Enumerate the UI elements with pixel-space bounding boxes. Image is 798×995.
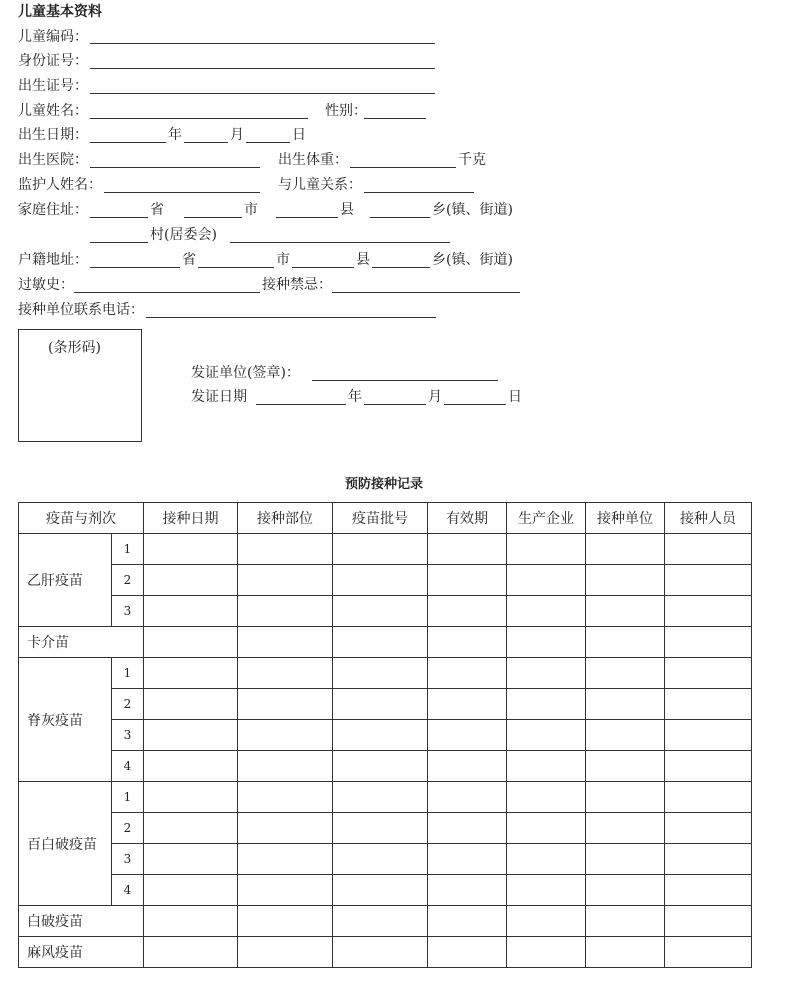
issue-unit-field[interactable] — [312, 380, 498, 381]
phone-field[interactable] — [146, 317, 436, 318]
table-row — [19, 720, 752, 751]
record-cell[interactable] — [428, 937, 507, 968]
city-label: 市 — [244, 202, 258, 218]
vaccine-name: 乙肝疫苗 — [19, 534, 112, 627]
phone-label: 接种单位联系电话： — [18, 302, 144, 318]
id-card-field[interactable] — [90, 68, 435, 69]
record-cell[interactable] — [333, 534, 428, 565]
home-city-field[interactable] — [184, 217, 242, 218]
home-label: 家庭住址： — [18, 202, 88, 218]
record-cell[interactable] — [428, 658, 507, 689]
table-row — [19, 751, 752, 782]
dose-number: 2 — [112, 689, 144, 720]
table-row — [19, 627, 752, 658]
record-cell[interactable] — [428, 782, 507, 813]
record-cell[interactable] — [238, 720, 333, 751]
record-cell[interactable] — [507, 565, 586, 596]
birth-weight-label: 出生体重： — [278, 152, 348, 168]
record-cell[interactable] — [507, 689, 586, 720]
record-cell[interactable] — [586, 751, 665, 782]
record-cell[interactable] — [586, 627, 665, 658]
record-cell[interactable] — [665, 627, 752, 658]
record-cell[interactable] — [665, 937, 752, 968]
record-cell[interactable] — [665, 596, 752, 627]
issue-day-label: 日 — [508, 389, 522, 405]
household-county-label: 县 — [356, 252, 370, 268]
record-cell[interactable] — [428, 906, 507, 937]
dose-number: 3 — [112, 844, 144, 875]
record-cell[interactable] — [238, 596, 333, 627]
header-date: 接种日期 — [144, 503, 238, 534]
dose-number: 2 — [112, 813, 144, 844]
header-unit: 接种单位 — [586, 503, 665, 534]
record-cell[interactable] — [333, 782, 428, 813]
record-cell[interactable] — [238, 813, 333, 844]
record-cell[interactable] — [507, 658, 586, 689]
home-detail-field[interactable] — [230, 242, 450, 243]
record-cell[interactable] — [665, 875, 752, 906]
record-cell[interactable] — [238, 844, 333, 875]
table-row — [19, 875, 752, 906]
record-cell[interactable] — [665, 658, 752, 689]
county-label: 县 — [340, 202, 354, 218]
record-cell[interactable] — [428, 875, 507, 906]
relation-label: 与儿童关系： — [278, 177, 362, 193]
dose-number: 4 — [112, 875, 144, 906]
township-label: 乡(镇、街道) — [432, 202, 513, 218]
record-cell[interactable] — [665, 782, 752, 813]
record-cell[interactable] — [238, 565, 333, 596]
table-row — [19, 906, 752, 937]
record-cell[interactable] — [333, 596, 428, 627]
record-cell[interactable] — [428, 596, 507, 627]
table-row — [19, 782, 752, 813]
record-cell[interactable] — [428, 689, 507, 720]
record-cell[interactable] — [333, 937, 428, 968]
vaccine-name: 脊灰疫苗 — [19, 658, 112, 782]
record-cell[interactable] — [507, 596, 586, 627]
table-header-row — [19, 503, 752, 534]
table-row — [19, 937, 752, 968]
record-cell[interactable] — [333, 875, 428, 906]
record-cell[interactable] — [333, 689, 428, 720]
child-id-label: 儿童编码： — [18, 29, 88, 45]
record-cell[interactable] — [333, 658, 428, 689]
record-cell[interactable] — [144, 937, 238, 968]
province-label: 省 — [150, 202, 164, 218]
record-cell[interactable] — [586, 937, 665, 968]
record-cell[interactable] — [586, 813, 665, 844]
record-cell[interactable] — [507, 782, 586, 813]
record-cell[interactable] — [586, 534, 665, 565]
hospital-label: 出生医院： — [18, 152, 88, 168]
record-cell[interactable] — [144, 906, 238, 937]
record-cell[interactable] — [665, 906, 752, 937]
record-cell[interactable] — [586, 658, 665, 689]
record-cell[interactable] — [507, 751, 586, 782]
header-expiry: 有效期 — [428, 503, 507, 534]
record-cell[interactable] — [333, 627, 428, 658]
record-cell[interactable] — [144, 689, 238, 720]
record-cell[interactable] — [586, 844, 665, 875]
household-city-label: 市 — [276, 252, 290, 268]
birth-month-field[interactable] — [184, 142, 228, 143]
record-cell[interactable] — [238, 658, 333, 689]
dose-number: 1 — [112, 534, 144, 565]
header-vaccine-dose: 疫苗与剂次 — [19, 503, 144, 534]
day-label: 日 — [292, 127, 306, 143]
table-row — [19, 658, 752, 689]
dose-number: 1 — [112, 782, 144, 813]
household-county-field[interactable] — [292, 267, 354, 268]
issue-year-label: 年 — [348, 389, 362, 405]
record-cell[interactable] — [144, 782, 238, 813]
household-city-field[interactable] — [198, 267, 274, 268]
record-cell[interactable] — [507, 906, 586, 937]
hospital-field[interactable] — [90, 167, 260, 168]
record-cell[interactable] — [333, 751, 428, 782]
record-cell[interactable] — [238, 751, 333, 782]
record-cell[interactable] — [144, 565, 238, 596]
table-row — [19, 534, 752, 565]
table-row — [19, 844, 752, 875]
record-cell[interactable] — [428, 751, 507, 782]
month-label: 月 — [230, 127, 244, 143]
issue-month-label: 月 — [428, 389, 442, 405]
record-cell[interactable] — [428, 844, 507, 875]
table-body — [19, 534, 752, 968]
record-cell[interactable] — [238, 534, 333, 565]
table-row — [19, 596, 752, 627]
record-cell[interactable] — [507, 627, 586, 658]
allergy-field[interactable] — [74, 292, 260, 293]
table-row — [19, 565, 752, 596]
table-row — [19, 689, 752, 720]
home-village-field[interactable] — [90, 242, 148, 243]
record-cell[interactable] — [238, 906, 333, 937]
gender-field[interactable] — [364, 118, 426, 119]
record-cell[interactable] — [428, 565, 507, 596]
record-cell[interactable] — [586, 782, 665, 813]
gender-label: 性别： — [325, 103, 367, 119]
record-cell[interactable] — [586, 906, 665, 937]
vaccine-name: 麻风疫苗 — [19, 937, 144, 968]
vaccine-name: 白破疫苗 — [19, 906, 144, 937]
home-province-field[interactable] — [90, 217, 148, 218]
record-cell[interactable] — [507, 937, 586, 968]
relation-field[interactable] — [364, 192, 474, 193]
birth-year-field[interactable] — [90, 142, 166, 143]
birth-weight-field[interactable] — [350, 167, 456, 168]
dose-number: 3 — [112, 596, 144, 627]
page-title: 儿童基本资料 — [18, 4, 102, 20]
record-cell[interactable] — [428, 534, 507, 565]
household-province-field[interactable] — [90, 267, 180, 268]
kg-label: 千克 — [458, 152, 486, 168]
child-name-label: 儿童姓名： — [18, 103, 88, 119]
child-name-field[interactable] — [90, 118, 308, 119]
record-cell[interactable] — [238, 689, 333, 720]
year-label: 年 — [168, 127, 182, 143]
record-cell[interactable] — [507, 875, 586, 906]
id-card-label: 身份证号： — [18, 53, 88, 69]
record-cell[interactable] — [333, 906, 428, 937]
dose-number: 2 — [112, 565, 144, 596]
guardian-label: 监护人姓名： — [18, 177, 102, 193]
record-cell[interactable] — [665, 751, 752, 782]
guardian-field[interactable] — [104, 192, 260, 193]
record-cell[interactable] — [333, 844, 428, 875]
child-id-field[interactable] — [90, 43, 435, 44]
record-cell[interactable] — [507, 534, 586, 565]
record-cell[interactable] — [238, 627, 333, 658]
record-cell[interactable] — [144, 813, 238, 844]
record-cell[interactable] — [428, 813, 507, 844]
dose-number: 3 — [112, 720, 144, 751]
record-cell[interactable] — [144, 534, 238, 565]
record-cell[interactable] — [238, 875, 333, 906]
barcode-label: (条形码) — [48, 340, 101, 356]
contraindication-label: 接种禁忌： — [262, 277, 332, 293]
record-cell[interactable] — [333, 720, 428, 751]
header-batch: 疫苗批号 — [333, 503, 428, 534]
record-cell[interactable] — [333, 565, 428, 596]
record-cell[interactable] — [428, 627, 507, 658]
record-cell[interactable] — [238, 937, 333, 968]
dose-number: 1 — [112, 658, 144, 689]
vaccine-name: 百白破疫苗 — [19, 782, 112, 906]
birth-cert-label: 出生证号： — [18, 78, 88, 94]
header-staff: 接种人员 — [665, 503, 752, 534]
allergy-label: 过敏史： — [18, 277, 74, 293]
record-cell[interactable] — [144, 596, 238, 627]
record-cell[interactable] — [238, 782, 333, 813]
record-cell[interactable] — [333, 813, 428, 844]
record-cell[interactable] — [507, 720, 586, 751]
record-cell[interactable] — [144, 875, 238, 906]
birth-date-label: 出生日期： — [18, 127, 88, 143]
record-cell[interactable] — [665, 565, 752, 596]
record-cell[interactable] — [665, 689, 752, 720]
vaccine-name: 卡介苗 — [19, 627, 144, 658]
record-cell[interactable] — [586, 875, 665, 906]
header-manufacturer: 生产企业 — [507, 503, 586, 534]
contraindication-field[interactable] — [332, 292, 520, 293]
record-cell[interactable] — [586, 596, 665, 627]
record-cell[interactable] — [665, 844, 752, 875]
record-cell[interactable] — [507, 813, 586, 844]
household-township-field[interactable] — [372, 267, 430, 268]
record-cell[interactable] — [586, 565, 665, 596]
birth-cert-field[interactable] — [90, 93, 435, 94]
household-label: 户籍地址： — [18, 252, 88, 268]
household-province-label: 省 — [182, 252, 196, 268]
record-cell[interactable] — [586, 720, 665, 751]
village-label: 村(居委会) — [150, 227, 217, 243]
record-cell[interactable] — [144, 751, 238, 782]
record-cell[interactable] — [144, 844, 238, 875]
birth-day-field[interactable] — [246, 142, 290, 143]
header-site: 接种部位 — [238, 503, 333, 534]
issue-date-label: 发证日期 — [191, 389, 247, 405]
household-township-label: 乡(镇、街道) — [432, 252, 513, 268]
record-cell[interactable] — [144, 627, 238, 658]
record-cell[interactable] — [665, 813, 752, 844]
dose-number: 4 — [112, 751, 144, 782]
record-cell[interactable] — [428, 720, 507, 751]
issue-year-field[interactable] — [256, 404, 346, 405]
home-township-field[interactable] — [370, 217, 430, 218]
issue-unit-label: 发证单位(签章)： — [191, 365, 300, 381]
record-title: 预防接种记录 — [344, 477, 423, 492]
record-cell[interactable] — [144, 658, 238, 689]
record-cell[interactable] — [586, 689, 665, 720]
vaccination-table — [18, 502, 752, 968]
record-cell[interactable] — [665, 720, 752, 751]
record-cell[interactable] — [665, 534, 752, 565]
table-row — [19, 813, 752, 844]
record-cell[interactable] — [507, 844, 586, 875]
issue-month-field[interactable] — [364, 404, 426, 405]
issue-day-field[interactable] — [444, 404, 506, 405]
home-county-field[interactable] — [276, 217, 338, 218]
record-cell[interactable] — [144, 720, 238, 751]
